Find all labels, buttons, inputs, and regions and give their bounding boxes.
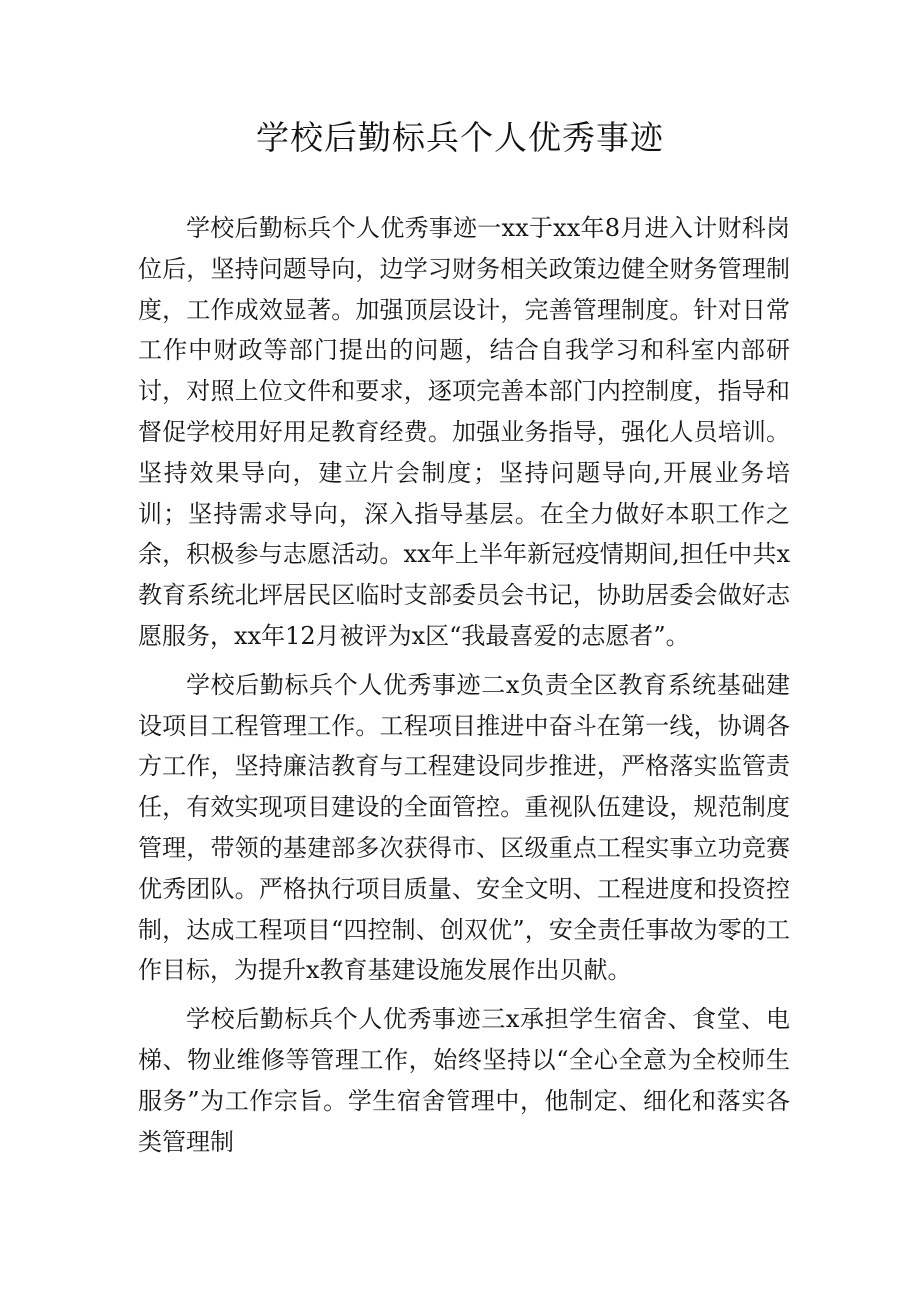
document-body [138,208,790,1170]
paragraph-2: 学校后勤标兵个人优秀事迹二x负责全区教育系统基础建设项目工程管理工作。工程项目推进中奋斗在第一线，协调各方工作，坚持廉洁教育与工程建设同步推进，严格落实监管责任，有效实现项目建设的全面管控。重视队伍建设，规范制度管理，带领的基建部多次获得市、区级重点工程实事立功竞赛优秀团队。严格执行项目质量、安全文明、工程进度和投资控制，达成工程项目“四控制、创双优”，安全责任事故为零的工作目标，为提升x教育基建设施发展作出贝献。 [138,670,790,985]
paragraph-3: 学校后勤标兵个人优秀事迹三x承担学生宿舍、食堂、电梯、物业维修等管理工作，始终坚持以“全心全意为全校师生服务”为工作宗旨。学生宿舍管理中，他制定、细化和落实各类管理制 [138,1005,790,1156]
document-title: 学校后勤标兵个人优秀事迹 [256,118,664,157]
paragraph-1: 学校后勤标兵个人优秀事迹一xx于xx年8月进入计财科岗位后，坚持问题导向，边学习财务相关政策边健全财务管理制度，工作成效显著。加强顶层设计，完善管理制度。针对日常工作中财政等部门提出的问题，结合自我学习和科室内部研讨，对照上位文件和要求，逐项完善本部门内控制度，指导和督促学校用好用足教育经费。加强业务指导，强化人员培训。坚持效果导向，建立片会制度；坚持问题导向,开展业务培训；坚持需求导向，深入指导基层。在全力做好本职工作之余，积极参与志愿活动。xx年上半年新冠疫情期间,担任中共x教育系统北坪居民区临时支部委员会书记，协助居委会做好志愿服务，xx年12月被评为x区“我最喜爱的志愿者”。 [138,214,790,650]
